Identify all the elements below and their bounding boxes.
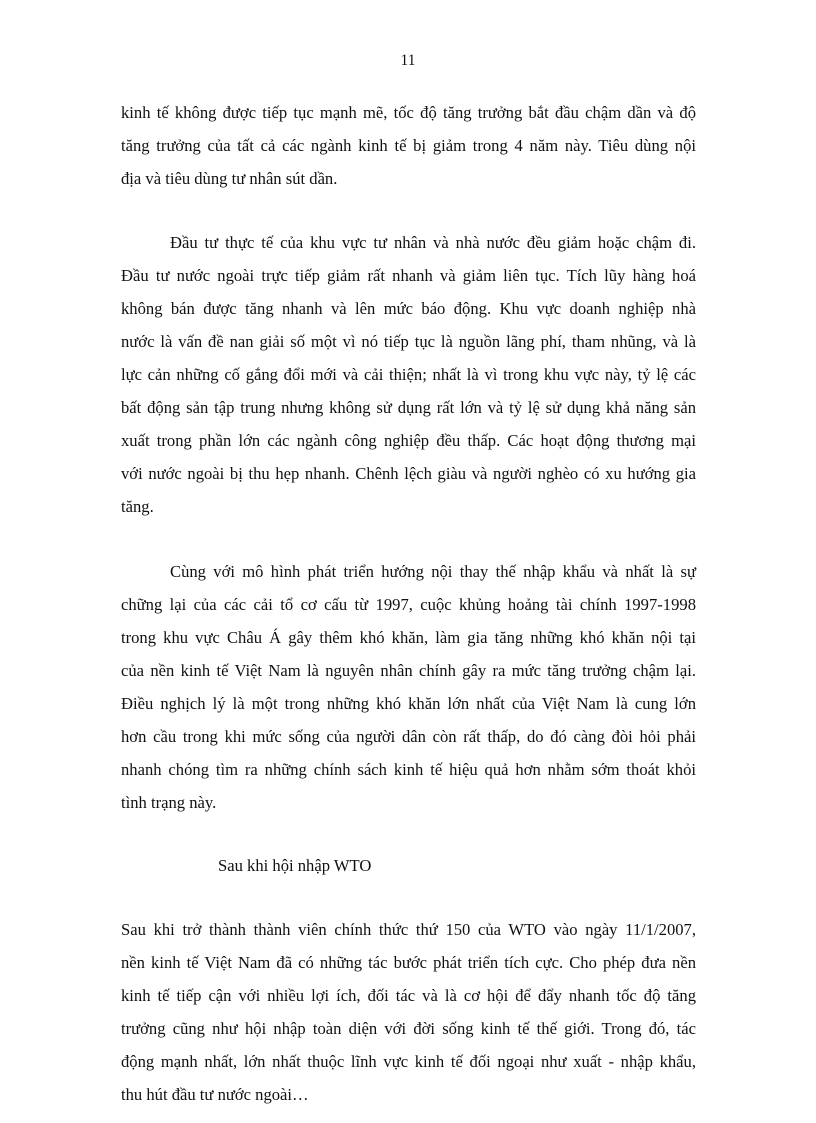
paragraph-line: với nước ngoài bị thu hẹp nhanh. Chênh lệch giàu và người nghèo có xu hướng gia: [121, 464, 696, 483]
paragraph-line: nước là vấn đề nan giải số một vì nó tiếp tục là nguồn lãng phí, tham nhũng, và là: [121, 332, 696, 351]
paragraph-line: Đầu tư nước ngoài trực tiếp giảm rất nhanh và giảm liên tục. Tích lũy hàng hoá: [121, 266, 696, 285]
paragraph-line: nền kinh tế Việt Nam đã có những tác bước phát triển tích cực. Cho phép đưa nền: [121, 953, 696, 972]
paragraph-line: thu hút đầu tư nước ngoài…: [121, 1085, 309, 1104]
paragraph-line: tình trạng này.: [121, 793, 217, 812]
paragraph-line: trong khu vực Châu Á gây thêm khó khăn, làm gia tăng những khó khăn nội tại: [121, 628, 696, 647]
paragraph-line: tăng.: [121, 497, 154, 516]
paragraph-line: trưởng cũng như hội nhập toàn diện với đời sống kinh tế thế giới. Trong đó, tác: [121, 1019, 696, 1038]
paragraph-line: kinh tế không được tiếp tục mạnh mẽ, tốc độ tăng trưởng bắt đầu chậm dần và độ: [121, 103, 696, 122]
paragraph-line: kinh tế tiếp cận với nhiều lợi ích, đối tác và là cơ hội để đẩy nhanh tốc độ tăng: [121, 986, 696, 1005]
paragraph-line: xuất trong phần lớn các ngành công nghiệp đều thấp. Các hoạt động thương mại: [121, 431, 696, 450]
paragraph-line: bất động sản tập trung nhưng không sử dụng rất lớn và tỷ lệ sử dụng khả năng sản: [121, 398, 696, 417]
paragraph-line: địa và tiêu dùng tư nhân sút dần.: [121, 169, 338, 188]
paragraph-line: của nền kinh tế Việt Nam là nguyên nhân chính gây ra mức tăng trưởng chậm lại.: [121, 661, 696, 680]
paragraph-line: nhanh chóng tìm ra những chính sách kinh tế hiệu quả hơn nhằm sớm thoát khỏi: [121, 760, 696, 779]
paragraph-line: Cùng với mô hình phát triển hướng nội thay thế nhập khẩu và nhất là sự: [170, 562, 696, 581]
paragraph-line: động mạnh nhất, lớn nhất thuộc lĩnh vực kinh tế đối ngoại như xuất - nhập khẩu,: [121, 1052, 696, 1071]
paragraph-line: hơn cầu trong khi mức sống của người dân còn rất thấp, do đó càng đòi hỏi phải: [121, 727, 696, 746]
paragraph-line: không bán được tăng nhanh và lên mức báo động. Khu vực doanh nghiệp nhà: [121, 299, 696, 318]
paragraph-line: Điều nghịch lý là một trong những khó khăn lớn nhất của Việt Nam là cung lớn: [121, 694, 696, 713]
section-heading: Sau khi hội nhập WTO: [218, 856, 372, 875]
paragraph-line: chững lại của các cải tổ cơ cấu từ 1997, cuộc khủng hoảng tài chính 1997-1998: [121, 595, 696, 614]
page-number: 11: [400, 52, 416, 69]
paragraph-line: Đầu tư thực tế của khu vực tư nhân và nhà nước đều giảm hoặc chậm đi.: [170, 233, 696, 252]
paragraph-line: lực cản những cố gắng đổi mới và cải thiện; nhất là vì trong khu vực này, tỷ lệ các: [121, 365, 696, 384]
paragraph-line: tăng trưởng của tất cả các ngành kinh tế bị giảm trong 4 năm này. Tiêu dùng nội: [121, 136, 696, 155]
paragraph-line: Sau khi trở thành thành viên chính thức thứ 150 của WTO vào ngày 11/1/2007,: [121, 920, 696, 939]
